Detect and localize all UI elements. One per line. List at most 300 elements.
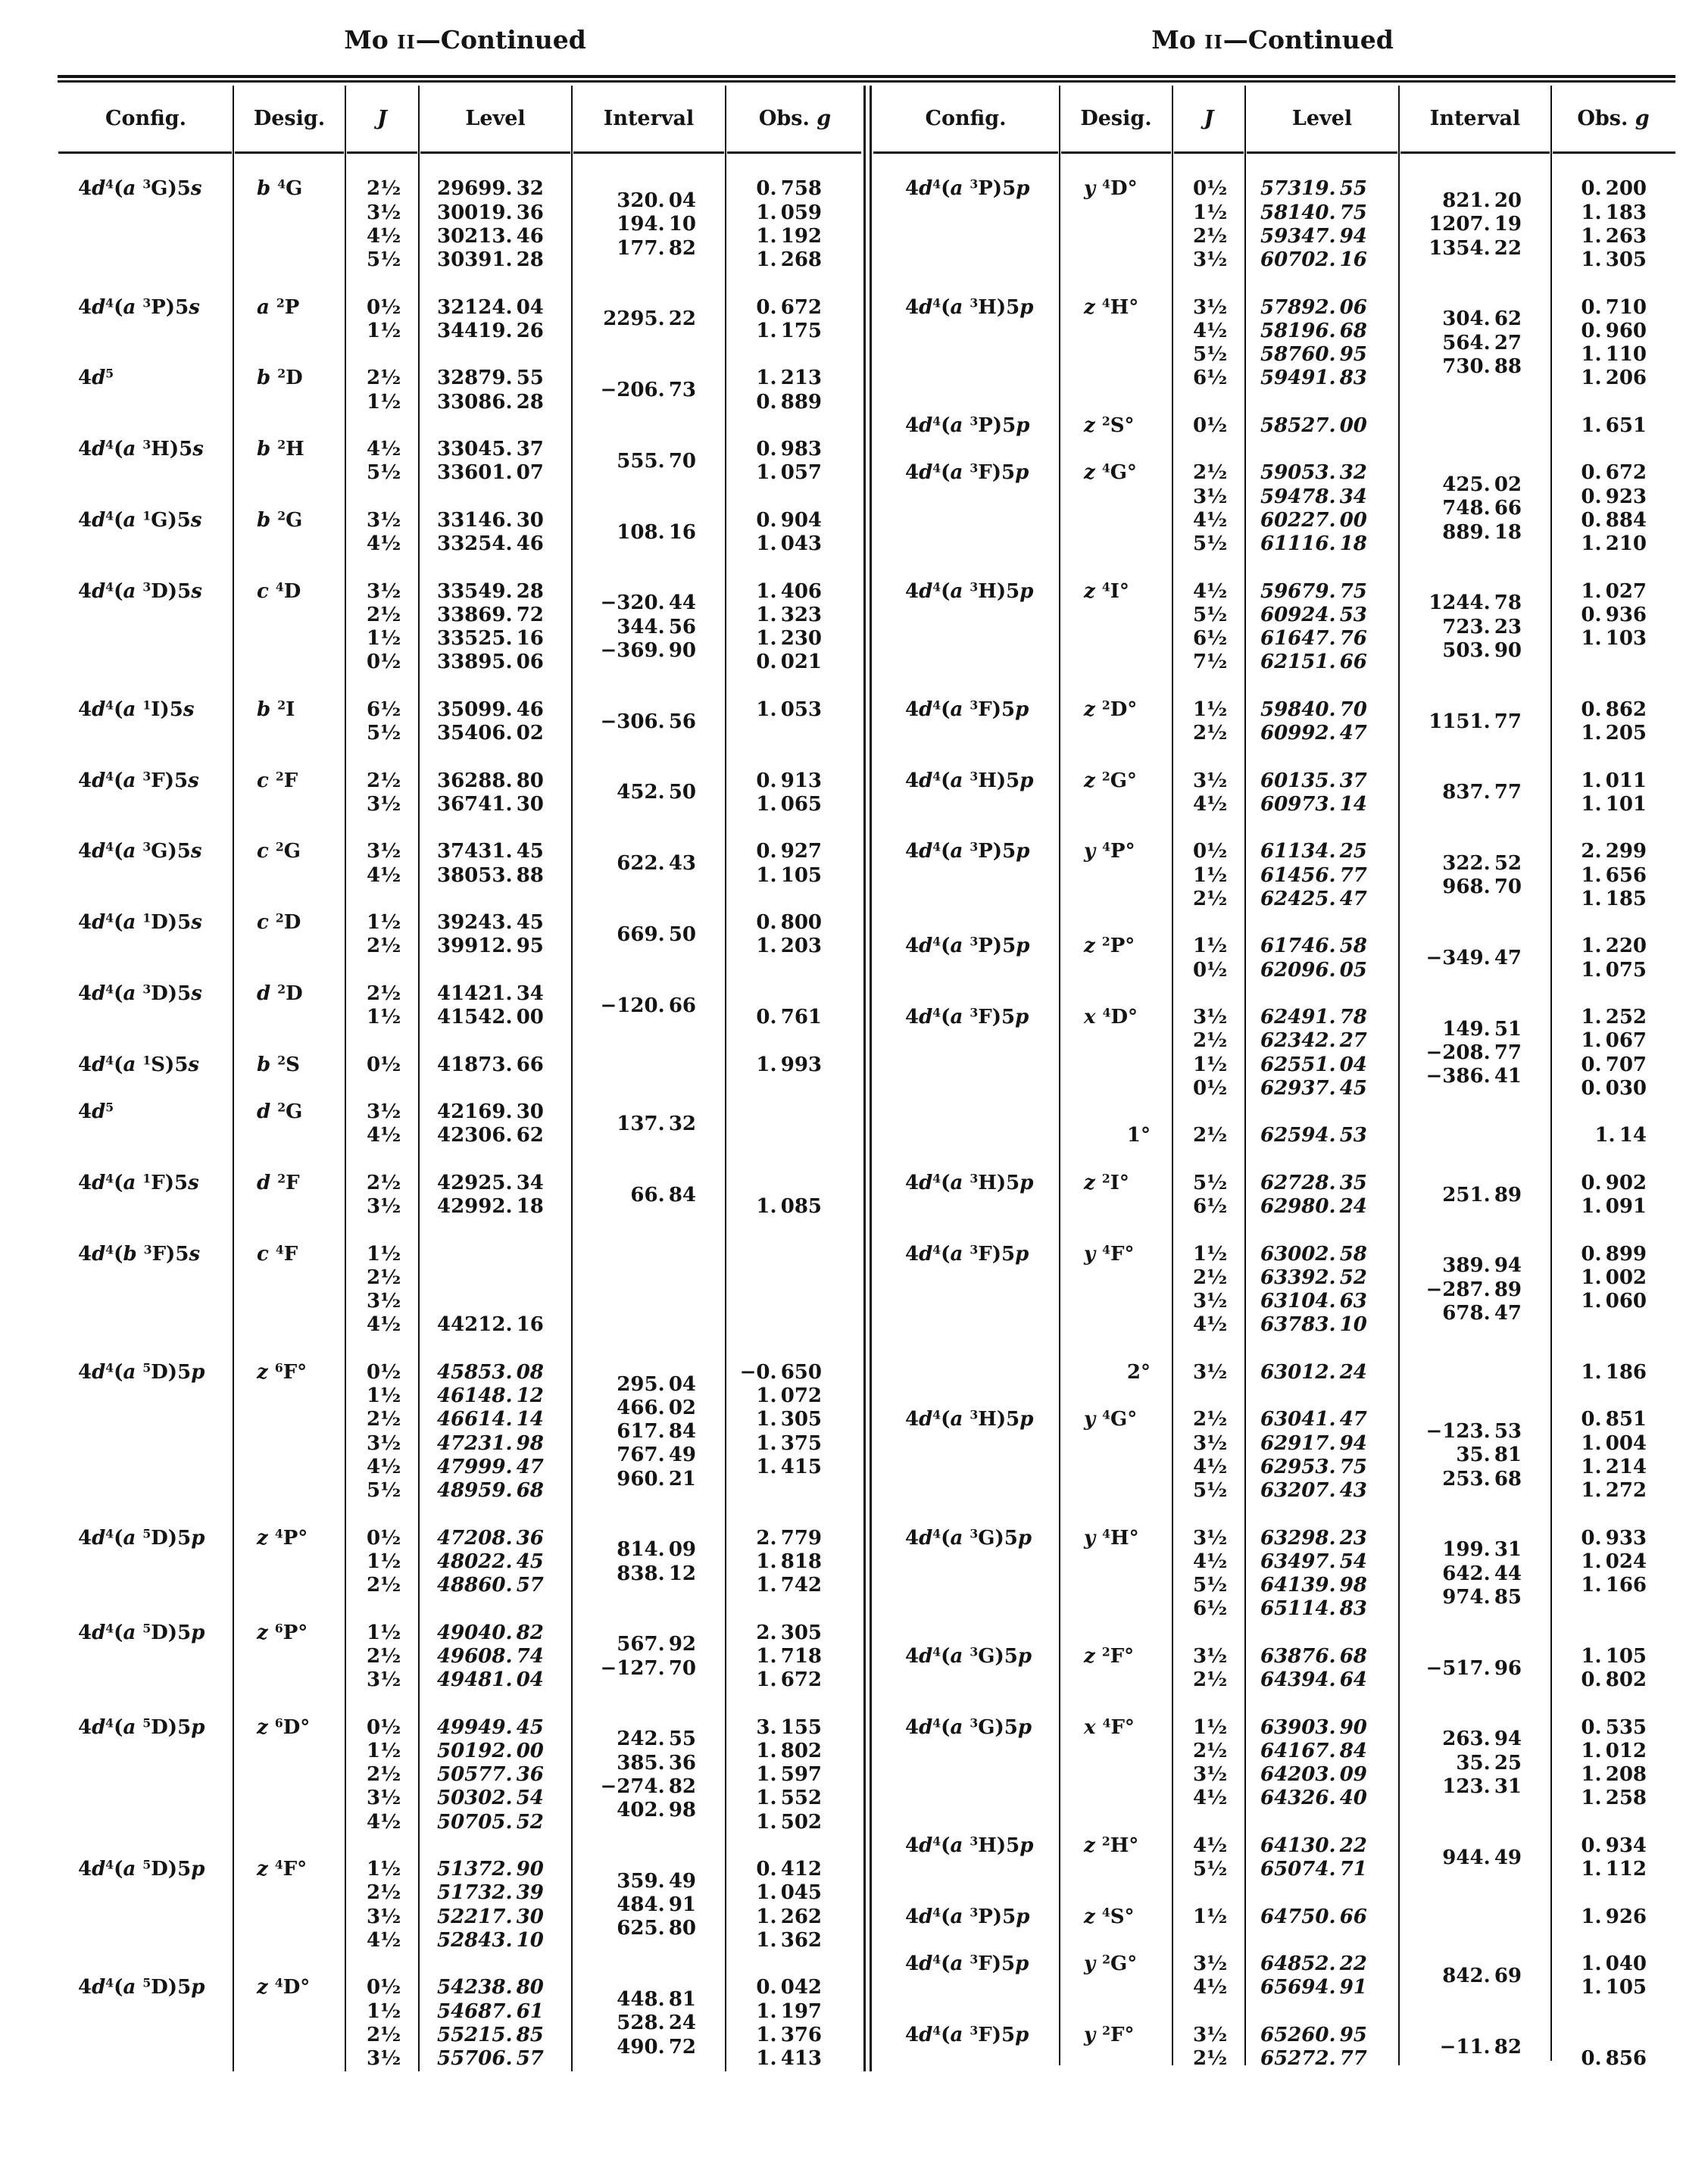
level-group bbox=[872, 769, 1675, 816]
j-value: 4½ bbox=[1193, 319, 1228, 342]
level-value: 62980. 24 bbox=[1260, 1195, 1367, 1219]
obs-g-value: 1. 186 bbox=[1581, 1360, 1647, 1384]
level-value: 62425. 47 bbox=[1260, 887, 1367, 910]
level-group bbox=[58, 1857, 864, 1952]
interval-value: 960. 21 bbox=[617, 1467, 696, 1490]
designation-cell: z $^2$D° bbox=[1084, 698, 1138, 721]
designation-cell: b $^2$H bbox=[257, 437, 304, 461]
interval-value: 669. 50 bbox=[617, 922, 696, 946]
level-value: 39912. 95 bbox=[437, 935, 544, 958]
obs-g-value: 1. 012 bbox=[1581, 1739, 1647, 1762]
j-value: 2½ bbox=[1193, 1408, 1228, 1431]
level-value: 30019. 36 bbox=[437, 201, 544, 224]
obs-g-value: 0. 934 bbox=[1581, 1834, 1647, 1857]
obs-g-value: 1. 305 bbox=[1581, 248, 1647, 272]
j-value: 2½ bbox=[1193, 887, 1228, 910]
interval-value: −274. 82 bbox=[600, 1775, 696, 1798]
level-value: 44212. 16 bbox=[437, 1313, 544, 1337]
interval-value: 108. 16 bbox=[617, 520, 696, 544]
j-value: 2½ bbox=[1193, 1124, 1228, 1147]
interval-value: 385. 36 bbox=[617, 1751, 696, 1775]
level-value: 36288. 80 bbox=[437, 769, 544, 792]
j-value: 4½ bbox=[367, 1124, 401, 1147]
j-value: 4½ bbox=[367, 532, 401, 556]
obs-g-value: 2. 779 bbox=[756, 1526, 822, 1550]
configuration-cell: $4d^4(a$ $^1$F)5s bbox=[78, 1171, 199, 1194]
interval-value: 402. 98 bbox=[617, 1799, 696, 1822]
level-group bbox=[58, 839, 864, 887]
interval-value: 425. 02 bbox=[1442, 473, 1522, 497]
level-value: 33549. 28 bbox=[437, 579, 544, 603]
level-value: 60702. 16 bbox=[1260, 248, 1367, 272]
obs-g-value: 1. 375 bbox=[756, 1431, 822, 1455]
interval-value: 730. 88 bbox=[1442, 354, 1522, 378]
obs-g-value: 1. 323 bbox=[756, 603, 822, 626]
interval-value: 452. 50 bbox=[617, 781, 696, 804]
j-value: 1½ bbox=[367, 1739, 401, 1762]
level-value: 60992. 47 bbox=[1260, 722, 1367, 745]
j-value: 1½ bbox=[1193, 863, 1228, 887]
j-value: 3½ bbox=[1193, 295, 1228, 319]
j-value: 0½ bbox=[1193, 1076, 1228, 1100]
j-value: 2½ bbox=[1193, 1266, 1228, 1289]
j-value: 4½ bbox=[1193, 1834, 1228, 1857]
obs-g-value: 1. 718 bbox=[756, 1644, 822, 1668]
j-value: 1½ bbox=[367, 1006, 401, 1029]
j-value: 1½ bbox=[1193, 698, 1228, 721]
obs-g-value: 3. 155 bbox=[756, 1715, 822, 1739]
level-value: 64326. 40 bbox=[1260, 1787, 1367, 1810]
j-value: 6½ bbox=[1193, 1597, 1228, 1621]
obs-g-value: 1. 103 bbox=[1581, 627, 1647, 651]
level-value: 48959. 68 bbox=[437, 1479, 544, 1503]
configuration-cell: $4d^4(a$ $^3$F)5p bbox=[905, 2023, 1029, 2046]
level-value: 50302. 54 bbox=[437, 1787, 544, 1810]
level-value: 54238. 80 bbox=[437, 1976, 544, 1999]
level-value: 58760. 95 bbox=[1260, 343, 1367, 367]
configuration-cell: $4d^4(a$ $^3$P)5p bbox=[905, 1905, 1030, 1928]
level-group bbox=[872, 1360, 1675, 1384]
interval-value: −206. 73 bbox=[600, 379, 696, 402]
j-value: 5½ bbox=[1193, 1171, 1228, 1194]
j-value: 0½ bbox=[367, 1976, 401, 1999]
designation-cell: b $^2$D bbox=[257, 366, 303, 390]
level-value: 57319. 55 bbox=[1260, 177, 1367, 201]
level-value: 55215. 85 bbox=[437, 2023, 544, 2046]
j-value: 3½ bbox=[367, 2047, 401, 2071]
level-group bbox=[872, 1526, 1675, 1621]
interval-value: 484. 91 bbox=[617, 1893, 696, 1917]
j-value: 2½ bbox=[367, 1408, 401, 1431]
j-value: 0½ bbox=[367, 1526, 401, 1550]
level-value: 59679. 75 bbox=[1260, 579, 1367, 603]
designation-cell: z $^2$H° bbox=[1084, 1834, 1139, 1857]
configuration-cell: $4d^4(a$ $^3$H)5p bbox=[905, 1834, 1034, 1857]
j-value: 4½ bbox=[367, 224, 401, 248]
j-value: 5½ bbox=[1193, 1574, 1228, 1597]
level-value: 32124. 04 bbox=[437, 295, 544, 319]
j-value: 4½ bbox=[1193, 508, 1228, 532]
level-value: 34419. 26 bbox=[437, 319, 544, 342]
interval-value: 490. 72 bbox=[617, 2035, 696, 2059]
configuration-cell: $4d^4(a$ $^1$G)5s bbox=[78, 508, 202, 532]
obs-g-value: 1. 993 bbox=[756, 1053, 822, 1076]
j-value: 5½ bbox=[1193, 532, 1228, 556]
j-value: 4½ bbox=[1193, 1550, 1228, 1573]
obs-g-value: 1. 413 bbox=[756, 2047, 822, 2071]
obs-g-value: 1. 552 bbox=[756, 1787, 822, 1810]
level-value: 52217. 30 bbox=[437, 1905, 544, 1928]
j-value: 1½ bbox=[367, 1242, 401, 1266]
j-value: 2½ bbox=[367, 2023, 401, 2046]
interval-value: 304. 62 bbox=[1442, 307, 1522, 331]
j-value: 3½ bbox=[1193, 485, 1228, 508]
level-value: 62937. 45 bbox=[1260, 1076, 1367, 1100]
level-value: 46614. 14 bbox=[437, 1408, 544, 1431]
interval-value: 503. 90 bbox=[1442, 638, 1522, 662]
interval-value: 448. 81 bbox=[617, 1988, 696, 2012]
j-value: 3½ bbox=[1193, 769, 1228, 792]
level-group bbox=[872, 1644, 1675, 1692]
configuration-cell: $4d^4(a$ $^3$H)5p bbox=[905, 769, 1034, 792]
j-value: 4½ bbox=[1193, 579, 1228, 603]
obs-g-value: 2. 299 bbox=[1581, 840, 1647, 863]
level-group bbox=[58, 769, 864, 816]
level-group bbox=[872, 414, 1675, 437]
level-value: 41873. 66 bbox=[437, 1053, 544, 1076]
interval-value: −127. 70 bbox=[600, 1656, 696, 1680]
interval-value: 564. 27 bbox=[1442, 331, 1522, 354]
obs-g-value: 1. 027 bbox=[1581, 579, 1647, 603]
level-value: 49949. 45 bbox=[437, 1715, 544, 1739]
interval-value: −320. 44 bbox=[600, 592, 696, 615]
designation-cell: 2° bbox=[1126, 1360, 1151, 1384]
obs-g-value: 0. 899 bbox=[1581, 1242, 1647, 1266]
interval-value: 567. 92 bbox=[617, 1633, 696, 1656]
obs-g-value: 1. 024 bbox=[1581, 1550, 1647, 1573]
designation-cell: y $^2$F° bbox=[1084, 2023, 1135, 2046]
header-interval: Interval bbox=[603, 107, 695, 130]
j-value: 3½ bbox=[1193, 1290, 1228, 1313]
obs-g-value: 1. 110 bbox=[1581, 343, 1647, 367]
level-group bbox=[58, 982, 864, 1029]
obs-g-value: 1. 597 bbox=[756, 1763, 822, 1787]
level-value: 62594. 53 bbox=[1260, 1124, 1367, 1147]
j-value: 1½ bbox=[1193, 1715, 1228, 1739]
level-value: 33869. 72 bbox=[437, 603, 544, 626]
j-value: 1½ bbox=[1193, 935, 1228, 958]
header-j-symbol: J bbox=[1204, 107, 1214, 130]
header-j-symbol: J bbox=[377, 107, 387, 130]
designation-cell: z $^4$G° bbox=[1084, 460, 1137, 485]
level-group bbox=[872, 1124, 1675, 1147]
level-value: 60135. 37 bbox=[1260, 769, 1367, 792]
level-group bbox=[872, 1834, 1675, 1881]
level-value: 50192. 00 bbox=[437, 1739, 544, 1762]
level-value: 35099. 46 bbox=[437, 698, 544, 721]
level-group bbox=[58, 698, 864, 745]
obs-g-value: 1. 502 bbox=[756, 1810, 822, 1834]
designation-cell: y $^4$D° bbox=[1084, 176, 1138, 201]
interval-value: 389. 94 bbox=[1442, 1254, 1522, 1278]
interval-value: 66. 84 bbox=[630, 1183, 696, 1206]
j-value: 1½ bbox=[367, 319, 401, 342]
level-group bbox=[58, 1526, 864, 1597]
obs-g-value: 0. 851 bbox=[1581, 1408, 1647, 1431]
configuration-cell: $4d^4(a$ $^3$P)5s bbox=[78, 295, 200, 319]
j-value: 1½ bbox=[367, 1621, 401, 1644]
obs-g-value: 1. 656 bbox=[1581, 863, 1647, 887]
j-value: 2½ bbox=[1193, 722, 1228, 745]
interval-value: 35. 81 bbox=[1456, 1444, 1522, 1467]
obs-g-value: 1. 091 bbox=[1581, 1195, 1647, 1219]
level-value: 62151. 66 bbox=[1260, 651, 1367, 674]
j-value: 5½ bbox=[1193, 1858, 1228, 1881]
configuration-cell: $4d^5$ bbox=[78, 1100, 114, 1124]
level-value: 59347. 94 bbox=[1260, 224, 1367, 248]
obs-g-value: 2. 305 bbox=[756, 1621, 822, 1644]
obs-g-value: 0. 761 bbox=[756, 1006, 822, 1029]
level-value: 61746. 58 bbox=[1260, 935, 1367, 958]
obs-g-value: 1. 415 bbox=[756, 1455, 822, 1478]
interval-value: 842. 69 bbox=[1442, 1964, 1522, 1987]
header-level: Level bbox=[1291, 107, 1353, 130]
designation-cell: d $^2$D bbox=[257, 982, 303, 1005]
j-value: 5½ bbox=[1193, 603, 1228, 626]
obs-g-value: 0. 710 bbox=[1581, 295, 1647, 319]
level-value: 35406. 02 bbox=[437, 722, 544, 745]
level-value: 61116. 18 bbox=[1260, 532, 1367, 556]
j-value: 2½ bbox=[1193, 461, 1228, 485]
level-value: 33895. 06 bbox=[437, 651, 544, 674]
interval-value: 199. 31 bbox=[1442, 1538, 1522, 1562]
j-value: 4½ bbox=[1193, 792, 1228, 816]
level-value: 33146. 30 bbox=[437, 508, 544, 532]
level-value: 59053. 32 bbox=[1260, 461, 1367, 485]
level-group bbox=[872, 1407, 1675, 1503]
level-value: 62728. 35 bbox=[1260, 1171, 1367, 1194]
header-level: Level bbox=[465, 107, 526, 130]
level-value: 50577. 36 bbox=[437, 1763, 544, 1787]
obs-g-value: 1. 075 bbox=[1581, 958, 1647, 982]
j-value: 1½ bbox=[367, 1999, 401, 2023]
j-value: 0½ bbox=[367, 651, 401, 674]
interval-value: 748. 66 bbox=[1442, 497, 1522, 520]
j-value: 3½ bbox=[367, 1100, 401, 1124]
obs-g-value: 1. 166 bbox=[1581, 1574, 1647, 1597]
level-value: 33045. 37 bbox=[437, 438, 544, 461]
level-group bbox=[58, 579, 864, 674]
designation-cell: b $^2$I bbox=[257, 698, 295, 721]
j-value: 2½ bbox=[367, 1644, 401, 1668]
level-value: 63041. 47 bbox=[1260, 1408, 1367, 1431]
level-value: 61134. 25 bbox=[1260, 840, 1367, 863]
designation-cell: b $^2$S bbox=[257, 1053, 300, 1076]
obs-g-value: 1. 002 bbox=[1581, 1266, 1647, 1289]
j-value: 3½ bbox=[1193, 248, 1228, 272]
level-value: 33601. 07 bbox=[437, 461, 544, 485]
level-value: 57892. 06 bbox=[1260, 295, 1367, 319]
obs-g-value: 1. 197 bbox=[756, 1999, 822, 2023]
interval-value: 814. 09 bbox=[617, 1538, 696, 1562]
level-value: 65260. 95 bbox=[1260, 2023, 1367, 2046]
header-interval: Interval bbox=[1429, 107, 1521, 130]
j-value: 2½ bbox=[367, 367, 401, 390]
obs-g-value: 1. 101 bbox=[1581, 792, 1647, 816]
level-value: 52843. 10 bbox=[437, 1928, 544, 1952]
header-config: Config. bbox=[105, 107, 187, 130]
level-value: 62342. 27 bbox=[1260, 1029, 1367, 1053]
j-value: 0½ bbox=[367, 295, 401, 319]
obs-g-value: 1. 059 bbox=[756, 201, 822, 224]
j-value: 2½ bbox=[1193, 1739, 1228, 1762]
obs-g-value: 1. 045 bbox=[756, 1881, 822, 1905]
level-group bbox=[872, 1005, 1675, 1100]
interval-value: 625. 80 bbox=[617, 1917, 696, 1940]
level-value: 65074. 71 bbox=[1260, 1858, 1367, 1881]
interval-value: 242. 55 bbox=[617, 1728, 696, 1751]
j-value: 0½ bbox=[367, 1360, 401, 1384]
interval-value: 837. 77 bbox=[1442, 781, 1522, 804]
designation-cell: c $^2$G bbox=[257, 839, 301, 863]
j-value: 1½ bbox=[367, 1858, 401, 1881]
obs-g-value: 1. 406 bbox=[756, 579, 822, 603]
title-ion-stage: II bbox=[397, 31, 416, 53]
level-value: 42169. 30 bbox=[437, 1100, 544, 1124]
j-value: 2½ bbox=[367, 935, 401, 958]
level-value: 49481. 04 bbox=[437, 1668, 544, 1692]
j-value: 2½ bbox=[367, 1881, 401, 1905]
level-value: 63497. 54 bbox=[1260, 1550, 1367, 1573]
j-value: 2½ bbox=[367, 1171, 401, 1194]
configuration-cell: $4d^4(a$ $^3$H)5p bbox=[905, 295, 1034, 319]
level-value: 51372. 90 bbox=[437, 1858, 544, 1881]
obs-g-value: 1. 105 bbox=[756, 863, 822, 887]
level-value: 65272. 77 bbox=[1260, 2047, 1367, 2071]
j-value: 3½ bbox=[367, 1431, 401, 1455]
obs-g-value: 0. 800 bbox=[756, 911, 822, 935]
j-value: 3½ bbox=[367, 1195, 401, 1219]
level-value: 41542. 00 bbox=[437, 1006, 544, 1029]
obs-g-value: 1. 185 bbox=[1581, 887, 1647, 910]
level-value: 63298. 23 bbox=[1260, 1526, 1367, 1550]
j-value: 4½ bbox=[367, 1313, 401, 1337]
level-group bbox=[58, 437, 864, 485]
obs-g-value: 1. 065 bbox=[756, 792, 822, 816]
configuration-cell: $4d^4(a$ $^3$P)5p bbox=[905, 839, 1030, 863]
configuration-cell: $4d^4(a$ $^3$H)5p bbox=[905, 1171, 1034, 1194]
level-value: 47999. 47 bbox=[437, 1455, 544, 1478]
level-group bbox=[872, 579, 1675, 674]
interval-value: 889. 18 bbox=[1442, 520, 1522, 544]
level-value: 59840. 70 bbox=[1260, 698, 1367, 721]
header-obs-label: Obs. bbox=[758, 107, 810, 130]
title-suffix: —Continued bbox=[415, 25, 586, 55]
obs-g-value: 1. 205 bbox=[1581, 722, 1647, 745]
configuration-cell: $4d^4(a$ $^3$H)5p bbox=[905, 579, 1034, 603]
obs-g-value: 0. 983 bbox=[756, 438, 822, 461]
j-value: 6½ bbox=[1193, 367, 1228, 390]
obs-g-value: 1. 004 bbox=[1581, 1431, 1647, 1455]
level-value: 65694. 91 bbox=[1260, 1976, 1367, 1999]
obs-g-value: 1. 252 bbox=[1581, 1006, 1647, 1029]
obs-g-value: 0. 672 bbox=[756, 295, 822, 319]
configuration-cell: $4d^4(a$ $^1$D)5s bbox=[78, 910, 202, 935]
configuration-cell: $4d^5$ bbox=[78, 366, 114, 390]
j-value: 0½ bbox=[1193, 958, 1228, 982]
j-value: 2½ bbox=[367, 769, 401, 792]
designation-cell: z $^2$S° bbox=[1084, 414, 1135, 437]
designation-cell: z $^4$F° bbox=[257, 1857, 308, 1881]
obs-g-value: 0. 884 bbox=[1581, 508, 1647, 532]
interval-value: 767. 49 bbox=[617, 1444, 696, 1467]
obs-g-value: 1. 057 bbox=[756, 461, 822, 485]
configuration-cell: $4d^4(a$ $^1$I)5s bbox=[78, 698, 195, 721]
j-value: 2½ bbox=[367, 177, 401, 201]
obs-g-value: 1. 112 bbox=[1581, 1858, 1647, 1881]
level-value: 46148. 12 bbox=[437, 1384, 544, 1408]
interval-value: −369. 90 bbox=[600, 638, 696, 662]
j-value: 3½ bbox=[1193, 1526, 1228, 1550]
level-value: 42306. 62 bbox=[437, 1124, 544, 1147]
level-value: 51732. 39 bbox=[437, 1881, 544, 1905]
level-value: 30391. 28 bbox=[437, 248, 544, 272]
level-group bbox=[872, 1715, 1675, 1810]
configuration-cell: $4d^4(a$ $^3$G)5p bbox=[905, 1526, 1032, 1550]
obs-g-value: 0. 933 bbox=[1581, 1526, 1647, 1550]
configuration-cell: $4d^4(a$ $^3$F)5p bbox=[905, 1952, 1029, 1976]
interval-value: 149. 51 bbox=[1442, 1017, 1522, 1041]
j-value: 4½ bbox=[367, 1455, 401, 1478]
obs-g-value: 1. 105 bbox=[1581, 1644, 1647, 1668]
level-value: 65114. 83 bbox=[1260, 1597, 1367, 1621]
obs-g-value: 1. 210 bbox=[1581, 532, 1647, 556]
level-value: 49040. 82 bbox=[437, 1621, 544, 1644]
level-value: 41421. 34 bbox=[437, 982, 544, 1005]
designation-cell: d $^2$F bbox=[257, 1171, 300, 1194]
j-value: 3½ bbox=[1193, 2023, 1228, 2046]
interval-value: 642. 44 bbox=[1442, 1562, 1522, 1585]
configuration-cell: $4d^4(a$ $^3$F)5p bbox=[905, 1005, 1029, 1029]
j-value: 1½ bbox=[367, 911, 401, 935]
j-value: 2½ bbox=[367, 1266, 401, 1289]
designation-cell: 1° bbox=[1126, 1124, 1151, 1147]
level-value: 38053. 88 bbox=[437, 863, 544, 887]
j-value: 5½ bbox=[367, 461, 401, 485]
configuration-cell: $4d^4(a$ $^1$S)5s bbox=[78, 1053, 200, 1076]
j-value: 3½ bbox=[1193, 1431, 1228, 1455]
level-value: 32879. 55 bbox=[437, 367, 544, 390]
level-group bbox=[872, 698, 1675, 745]
j-value: 3½ bbox=[1193, 1360, 1228, 1384]
configuration-cell: $4d^4(a$ $^3$H)5s bbox=[78, 437, 204, 461]
interval-value: 1244. 78 bbox=[1429, 592, 1522, 615]
j-value: 2½ bbox=[1193, 1029, 1228, 1053]
level-group bbox=[58, 176, 864, 272]
interval-value: 555. 70 bbox=[617, 449, 696, 473]
j-value: 5½ bbox=[367, 248, 401, 272]
obs-g-value: 1. 802 bbox=[756, 1739, 822, 1762]
level-group bbox=[58, 1053, 864, 1076]
obs-g-value: 0. 412 bbox=[756, 1858, 822, 1881]
configuration-cell: $4d^4(a$ $^5$D)5p bbox=[78, 1857, 205, 1881]
level-group bbox=[58, 508, 864, 556]
configuration-cell: $4d^4(a$ $^5$D)5p bbox=[78, 1715, 205, 1739]
header-designation: Desig. bbox=[1080, 107, 1152, 130]
header-config: Config. bbox=[925, 107, 1007, 130]
configuration-cell: $4d^4(a$ $^3$P)5p bbox=[905, 414, 1030, 437]
level-value: 64139. 98 bbox=[1260, 1574, 1367, 1597]
